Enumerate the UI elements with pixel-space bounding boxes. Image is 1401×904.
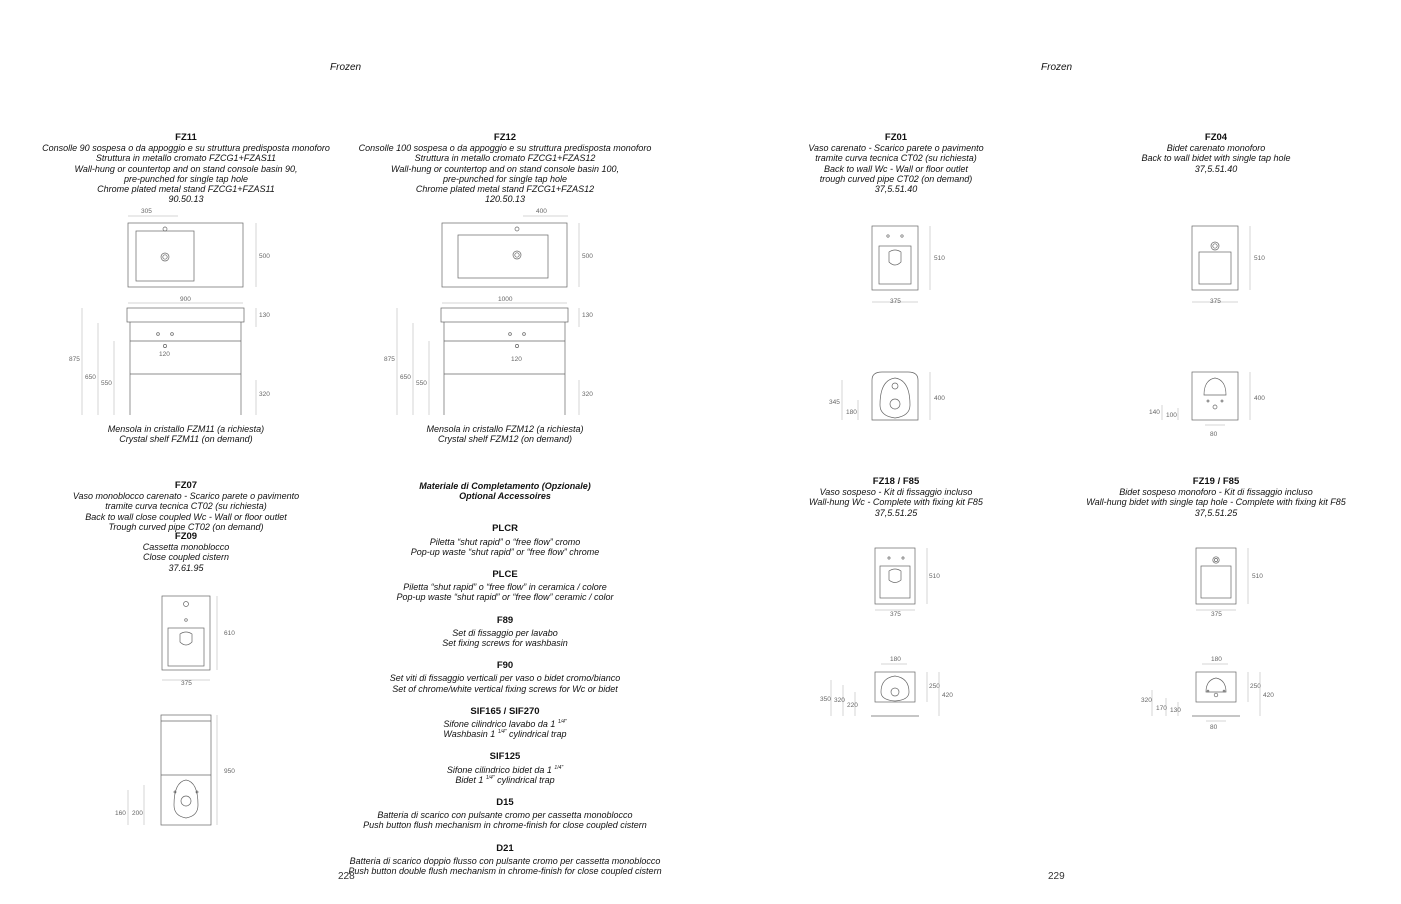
accessory-it: Sifone cilindrico lavabo da 1 $^{1/4"}$ [443, 719, 567, 730]
accessory-it: Sifone cilindrico bidet da 1 $^{1/4"}$ [446, 764, 564, 775]
product-dimensions: 37.61.95 [168, 562, 204, 573]
accessory-code: D21 [496, 842, 514, 854]
accessory-code: F90 [496, 660, 514, 672]
dim-label: 950 [224, 768, 235, 775]
dim-label: 120 [511, 356, 522, 363]
dim-label: 320 [259, 391, 270, 398]
accessory-it: Set viti di fissaggio verticali per vaso o bidet cromo/bianco [389, 673, 621, 684]
desc-line: Consolle 100 sospesa o da appoggio e su struttura predisposta monoforo [358, 143, 652, 154]
dim-label: 80 [1210, 724, 1218, 731]
dim-label: 130 [259, 312, 270, 319]
desc-line: Back to wall bidet with single tap hole [1141, 153, 1291, 164]
accessory-en: Washbasin 1 $^{1/4"}$ cylindrical trap [443, 729, 567, 740]
accessory-code: PLCR [492, 523, 518, 535]
note-line: Crystal shelf FZM12 (on demand) [437, 434, 573, 445]
product-fz01 [746, 133, 1046, 194]
desc-line: Trough curved pipe CT02 (on demand) [108, 521, 264, 532]
drawing-fz11 [60, 205, 290, 420]
accessory-en: Push button double flush mechanism in chrome-finish for close coupled cistern [348, 866, 662, 877]
dim-label: 875 [69, 356, 80, 363]
product-dimensions: 90.50.13 [168, 194, 204, 205]
dim-label: 345 [829, 399, 840, 406]
accessories-title: Materiale di Completamento (Opzionale) [419, 481, 591, 491]
accessories-section [340, 481, 670, 876]
desc-line: tramite curva tecnica CT02 (su richiesta) [815, 153, 977, 164]
accessory-it: Batteria di scarico doppio flusso con pulsante cromo per cassetta monoblocco [349, 855, 661, 866]
desc-line: Vaso carenato - Scarico parete o pavimento [808, 143, 984, 154]
dim-label: 80 [1210, 431, 1218, 438]
dim-label: 170 [1156, 705, 1167, 712]
accessory-code: D15 [496, 797, 514, 809]
product-code: FZ07 [174, 480, 198, 491]
dim-label: 510 [934, 255, 945, 262]
dim-label: 320 [1141, 697, 1152, 704]
dim-label: 610 [224, 630, 235, 637]
product-code: FZ18 / F85 [872, 476, 920, 487]
dim-label: 250 [929, 683, 940, 690]
product-fz04 [1066, 133, 1366, 174]
dim-label: 400 [934, 395, 945, 402]
product-code: FZ11 [175, 132, 197, 143]
dim-label: 375 [1210, 298, 1221, 305]
dim-label: 420 [1263, 692, 1274, 699]
dim-label: 320 [582, 391, 593, 398]
accessory-en: Bidet 1 $^{1/4"}$ cylindrical trap [455, 774, 555, 785]
dim-label: 550 [101, 380, 112, 387]
dim-label: 375 [890, 611, 901, 618]
product-dimensions: 37,5.51.40 [874, 184, 918, 195]
dim-label: 510 [929, 573, 940, 580]
dim-label: 500 [259, 253, 270, 260]
accessory-item [340, 844, 670, 877]
desc-line: Struttura in metallo cromato FZCG1+FZAS11 [95, 153, 277, 164]
accessory-it: Batteria di scarico con pulsante cromo per cassetta monoblocco [377, 810, 633, 821]
accessory-code: F89 [496, 614, 514, 626]
accessory-item [340, 570, 670, 603]
note-fz12 [355, 424, 655, 444]
product-fz11 [36, 133, 336, 204]
note-line: Crystal shelf FZM11 (on demand) [119, 434, 253, 445]
dim-label: 130 [582, 312, 593, 319]
accessory-en: Set of chrome/white vertical fixing screws for Wc or bidet [392, 683, 618, 694]
dim-label: 305 [141, 208, 152, 215]
product-code: FZ01 [884, 132, 908, 143]
accessory-item [340, 798, 670, 831]
product-code: FZ04 [1204, 132, 1228, 143]
product-dimensions: 120.50.13 [484, 194, 526, 205]
product-code: FZ12 [493, 132, 517, 143]
dim-label: 375 [890, 298, 901, 305]
product-fz19 [1066, 477, 1366, 518]
drawing-fz07 [110, 590, 260, 830]
product-code: FZ09 [174, 531, 198, 543]
dim-label: 140 [1149, 409, 1160, 416]
desc-line: Cassetta monoblocco [142, 542, 230, 553]
note-fz11 [36, 424, 336, 444]
desc-line: pre-punched for single tap hole [442, 173, 568, 184]
desc-line: Bidet carenato monoforo [1166, 143, 1266, 154]
accessory-en: Pop-up waste “shut rapid” or “free flow” ceramic / color [396, 592, 614, 603]
dim-label: 1000 [498, 296, 513, 303]
desc-line: pre-punched for single tap hole [123, 173, 249, 184]
accessory-item [340, 524, 670, 557]
dim-label: 400 [536, 208, 547, 215]
product-dimensions: 37,5.51.25 [874, 507, 918, 518]
accessory-item [340, 707, 670, 740]
desc-line: Wall-hung Wc - Complete with fixing kit F85 [809, 497, 983, 508]
dim-label: 510 [1252, 573, 1263, 580]
dim-label: 180 [1211, 656, 1222, 663]
dim-label: 900 [180, 296, 191, 303]
desc-line: tramite curva tecnica CT02 (su richiesta) [105, 501, 267, 512]
product-fz07 [36, 481, 336, 573]
dim-label: 160 [115, 810, 126, 817]
dim-label: 220 [847, 702, 858, 709]
desc-line: Back to wall close coupled Wc - Wall or floor outlet [85, 511, 287, 522]
dim-label: 120 [159, 351, 170, 358]
accessory-it: Set di fissaggio per lavabo [452, 627, 558, 638]
note-line: Mensola in cristallo FZM12 (a richiesta) [426, 424, 584, 434]
desc-line: Back to wall Wc - Wall or floor outlet [824, 163, 968, 174]
brand-right: Frozen [1041, 62, 1073, 73]
product-code: FZ19 / F85 [1192, 476, 1240, 487]
desc-line: Struttura in metallo cromato FZCG1+FZAS12 [414, 153, 596, 164]
drawing-fz04 [1140, 220, 1280, 445]
desc-line: Consolle 90 sospesa o da appoggio e su struttura predisposta monoforo [42, 143, 330, 154]
drawing-fz19 [1136, 540, 1286, 735]
dim-label: 500 [582, 253, 593, 260]
dim-label: 180 [890, 656, 901, 663]
dim-label: 180 [846, 409, 857, 416]
page-number-left: 228 [338, 871, 355, 882]
drawing-fz01 [820, 220, 960, 445]
accessory-en: Pop-up waste “shut rapid” or “free flow” chrome [410, 546, 600, 557]
dim-label: 550 [416, 380, 427, 387]
accessory-code: SIF125 [489, 751, 521, 763]
accessory-en: Push button flush mechanism in chrome-finish for close coupled cistern [363, 820, 647, 831]
dim-label: 650 [400, 374, 411, 381]
dim-label: 350 [820, 696, 831, 703]
note-line: Mensola in cristallo FZM11 (a richiesta) [107, 424, 265, 434]
dim-label: 200 [132, 810, 143, 817]
dim-label: 400 [1254, 395, 1265, 402]
desc-line: Wall-hung bidet with single tap hole - Complete with fixing kit F85 [1086, 497, 1346, 508]
dim-label: 320 [834, 697, 845, 704]
desc-line: Wall-hung or countertop and on stand console basin 100, [391, 163, 619, 174]
dim-label: 420 [942, 692, 953, 699]
desc-line: Wall-hung or countertop and on stand console basin 90, [74, 163, 298, 174]
accessory-it: Piletta “shut rapid” o “free flow” cromo [429, 536, 581, 547]
drawing-fz18 [815, 540, 965, 730]
dim-label: 650 [85, 374, 96, 381]
desc-line: Vaso monoblocco carenato - Scarico parete o pavimento [72, 491, 300, 502]
accessory-code: PLCE [492, 569, 518, 581]
product-fz12 [345, 133, 665, 204]
product-fz18 [746, 477, 1046, 518]
dim-label: 375 [181, 680, 192, 687]
product-dimensions: 37,5.51.25 [1194, 507, 1238, 518]
desc-line: Close coupled cistern [142, 552, 230, 563]
dim-label: 875 [384, 356, 395, 363]
desc-line: Chrome plated metal stand FZCG1+FZAS12 [415, 184, 595, 195]
dim-label: 130 [1170, 707, 1181, 714]
dim-label: 510 [1254, 255, 1265, 262]
dim-label: 250 [1250, 683, 1261, 690]
desc-line: Vaso sospeso - Kit di fissaggio incluso [819, 487, 973, 498]
drawing-fz12 [378, 205, 618, 420]
desc-line: trough curved pipe CT02 (on demand) [819, 173, 973, 184]
accessory-it: Piletta “shut rapid” o “free flow” in ceramica / colore [403, 582, 607, 593]
dim-label: 375 [1211, 611, 1222, 618]
accessory-item [340, 752, 670, 785]
accessory-en: Set fixing screws for washbasin [442, 638, 568, 649]
accessory-code: SIF165 / SIF270 [470, 705, 540, 717]
product-dimensions: 37,5.51.40 [1194, 163, 1238, 174]
brand-left: Frozen [330, 62, 362, 73]
accessory-item [340, 616, 670, 649]
page-number-right: 229 [1048, 871, 1065, 882]
accessories-subtitle: Optional Accessoires [459, 491, 551, 502]
dim-label: 100 [1166, 412, 1177, 419]
desc-line: Chrome plated metal stand FZCG1+FZAS11 [97, 184, 275, 195]
accessory-item [340, 661, 670, 694]
desc-line: Bidet sospeso monoforo - Kit di fissaggio incluso [1119, 487, 1313, 498]
